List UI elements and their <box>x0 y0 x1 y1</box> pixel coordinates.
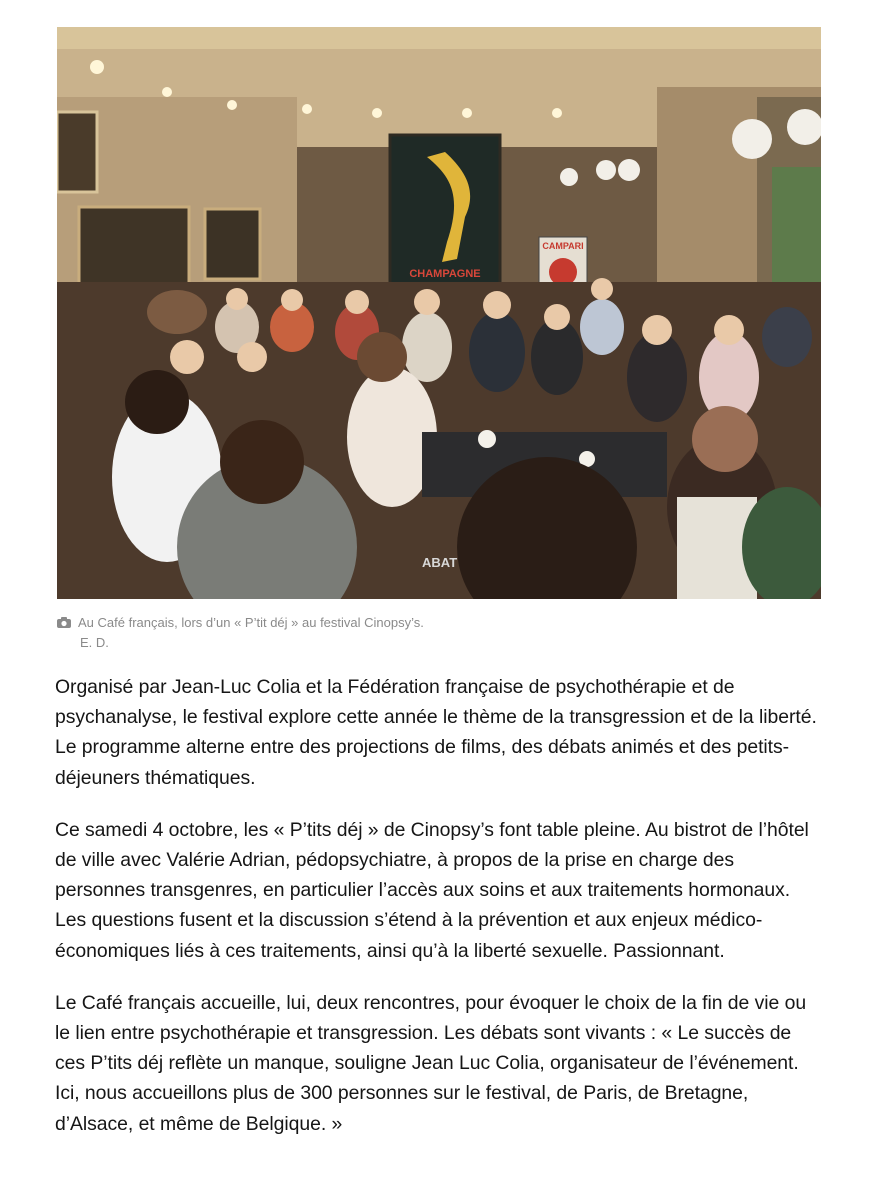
article-photo <box>57 27 821 599</box>
photo-credit: E. D. <box>80 635 109 650</box>
paragraph-1: Organisé par Jean-Luc Colia et la Fédération française de psychothérapie et de psychanalyse, le festival explore cette année le thème de la transgression et de la liberté. Le programme alterne entre des projections de films, des débats animés et des petits-déjeuners thématiques. <box>55 676 817 789</box>
poster-line1: CHAMPAGNE <box>409 268 481 280</box>
photo-caption <box>57 613 817 653</box>
article-body <box>55 672 825 1161</box>
table-text: ABAT <box>422 555 458 570</box>
caption-text: Au Café français, lors d’un « P’tit déj » au festival Cinopsy’s. <box>78 615 424 630</box>
paragraph-3: Le Café français accueille, lui, deux rencontres, pour évoquer le choix de la fin de vie ou le lien entre psychothérapie et transgression. Les débats sont vivants : « Le succès de ces P’tits déj reflète un manque, souligne Jean Luc Colia, organisateur de l’événement. Ici, nous accueillons plus de 300 personnes sur le festival, de Paris, de Bretagne, d’Alsace, et même de Belgique. » <box>55 991 807 1135</box>
sign-text: CAMPARI <box>542 241 584 251</box>
camera-icon <box>57 617 71 628</box>
paragraph-2: Ce samedi 4 octobre, les « P’tits déj » de Cinopsy’s font table pleine. Au bistrot de l’hôtel de ville avec Valérie Adrian, pédopsychiatre, à propos de la prise en charge des personnes transgenres, en particulier l’accès aux soins et aux traitements hormonaux. Les questions fusent et la discussion s’étend à la prévention et aux enjeux médico-économiques liés à ces traitements, ainsi qu’à la liberté sexuelle. Passionnant. <box>55 818 809 962</box>
